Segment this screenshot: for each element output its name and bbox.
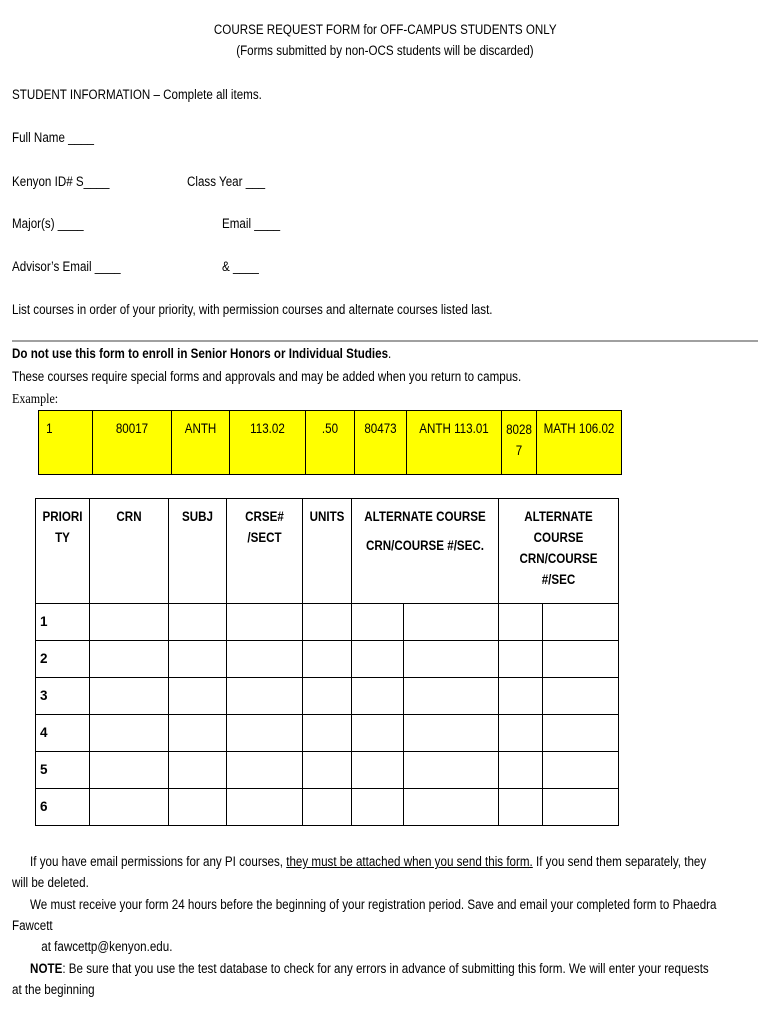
table-row [36,678,619,715]
alt1-course-cell[interactable] [404,604,499,641]
second-advisor-field[interactable]: & ____ [222,259,259,274]
email-field[interactable]: Email ____ [222,216,281,231]
header-priority: PRIORI TY [36,499,90,604]
row-priority: 2 [36,641,90,678]
alt2-crn-cell[interactable] [499,789,543,826]
permissions-paragraph: If you have email permissions for any PI courses, they must be attached when you send this form. If you send them separately, they will be deleted. [12,854,707,890]
example-row-table [38,410,622,475]
units-cell[interactable] [303,678,352,715]
header-crse: CRSE# /SECT [227,499,303,604]
alt2-course-cell[interactable] [543,678,619,715]
example-crn: 80017 [93,411,172,475]
priority-instruction: List courses in order of your priority, with permission courses and alternate courses listed last. [12,302,493,317]
form-title: COURSE REQUEST FORM for OFF-CAMPUS STUDENTS ONLY [213,22,557,37]
class-year-field[interactable]: Class Year ___ [187,174,266,189]
majors-field[interactable]: Major(s) ____ [12,216,84,231]
alt2-crn-cell[interactable] [499,715,543,752]
alt1-course-cell[interactable] [404,678,499,715]
full-name-field[interactable]: Full Name ____ [12,130,94,145]
subj-cell[interactable] [169,641,227,678]
alt1-course-cell[interactable] [404,789,499,826]
advisor-email-field[interactable]: Advisor’s Email ____ [12,259,121,274]
alt1-crn-cell[interactable] [352,678,404,715]
example-alt2-course: MATH 106.02 [537,411,622,475]
crn-cell[interactable] [90,715,169,752]
subj-cell[interactable] [169,604,227,641]
subj-cell[interactable] [169,752,227,789]
contact-email: at fawcettp@kenyon.edu. [41,939,173,954]
divider [12,340,758,342]
student-info-heading: STUDENT INFORMATION – Complete all items. [12,87,262,102]
alt1-crn-cell[interactable] [352,641,404,678]
alt2-crn-cell[interactable] [499,678,543,715]
crn-cell[interactable] [90,752,169,789]
header-alternate-course-1: ALTERNATE COURSE CRN/COURSE #/SEC. [352,499,499,604]
table-row [36,641,619,678]
kenyon-id-field[interactable]: Kenyon ID# S____ [12,174,110,189]
example-priority: 1 [39,411,93,475]
crse-cell[interactable] [227,678,303,715]
alt2-crn-cell[interactable] [499,604,543,641]
subj-cell[interactable] [169,678,227,715]
alt1-crn-cell[interactable] [352,752,404,789]
alt2-course-cell[interactable] [543,604,619,641]
example-subj: ANTH [172,411,230,475]
alt1-crn-cell[interactable] [352,715,404,752]
example-crse: 113.02 [230,411,306,475]
alt2-course-cell[interactable] [543,641,619,678]
table-row [36,715,619,752]
alt1-course-cell[interactable] [404,752,499,789]
row-priority: 4 [36,715,90,752]
crn-cell[interactable] [90,678,169,715]
units-cell[interactable] [303,604,352,641]
table-header-row [36,499,619,604]
row-priority: 3 [36,678,90,715]
crse-cell[interactable] [227,789,303,826]
crn-cell[interactable] [90,604,169,641]
crse-cell[interactable] [227,752,303,789]
example-alt-crn: 80473 [355,411,407,475]
crse-cell[interactable] [227,715,303,752]
row-priority: 5 [36,752,90,789]
subj-cell[interactable] [169,789,227,826]
table-row [36,752,619,789]
crse-cell[interactable] [227,641,303,678]
table-row [36,604,619,641]
header-units: UNITS [303,499,352,604]
units-cell[interactable] [303,715,352,752]
units-cell[interactable] [303,641,352,678]
crse-cell[interactable] [227,604,303,641]
units-cell[interactable] [303,789,352,826]
alt2-course-cell[interactable] [543,789,619,826]
alt2-course-cell[interactable] [543,752,619,789]
example-alt2-crn: 8028 7 [502,411,537,475]
crn-cell[interactable] [90,641,169,678]
header-crn: CRN [90,499,169,604]
course-request-table [35,498,619,826]
senior-honors-notice: Do not use this form to enroll in Senior Honors or Individual Studies. [12,346,392,361]
alt2-course-cell[interactable] [543,715,619,752]
example-label: Example: [12,392,59,407]
row-priority: 6 [36,789,90,826]
units-cell[interactable] [303,752,352,789]
alt1-course-cell[interactable] [404,715,499,752]
alt2-crn-cell[interactable] [499,641,543,678]
header-subj: SUBJ [169,499,227,604]
special-forms-note: These courses require special forms and approvals and may be added when you return to campus. [12,369,522,384]
subj-cell[interactable] [169,715,227,752]
example-units: .50 [306,411,355,475]
alt1-crn-cell[interactable] [352,604,404,641]
example-alt-course: ANTH 113.01 [407,411,502,475]
note-paragraph: NOTE: Be sure that you use the test database to check for any errors in advance of submitting this form. We will enter your requests at the beginning [12,961,709,997]
crn-cell[interactable] [90,789,169,826]
header-alternate-course-2: ALTERNATE COURSE CRN/COURSE #/SEC [499,499,619,604]
alt2-crn-cell[interactable] [499,752,543,789]
table-row [36,789,619,826]
deadline-paragraph: We must receive your form 24 hours before the beginning of your registration period. Save and email your completed form to Phaedra Fawcett at fawcettp@kenyon.edu. [12,894,770,957]
row-priority: 1 [36,604,90,641]
alt1-crn-cell[interactable] [352,789,404,826]
form-subtitle: (Forms submitted by non-OCS students will be discarded) [236,43,534,58]
alt1-course-cell[interactable] [404,641,499,678]
